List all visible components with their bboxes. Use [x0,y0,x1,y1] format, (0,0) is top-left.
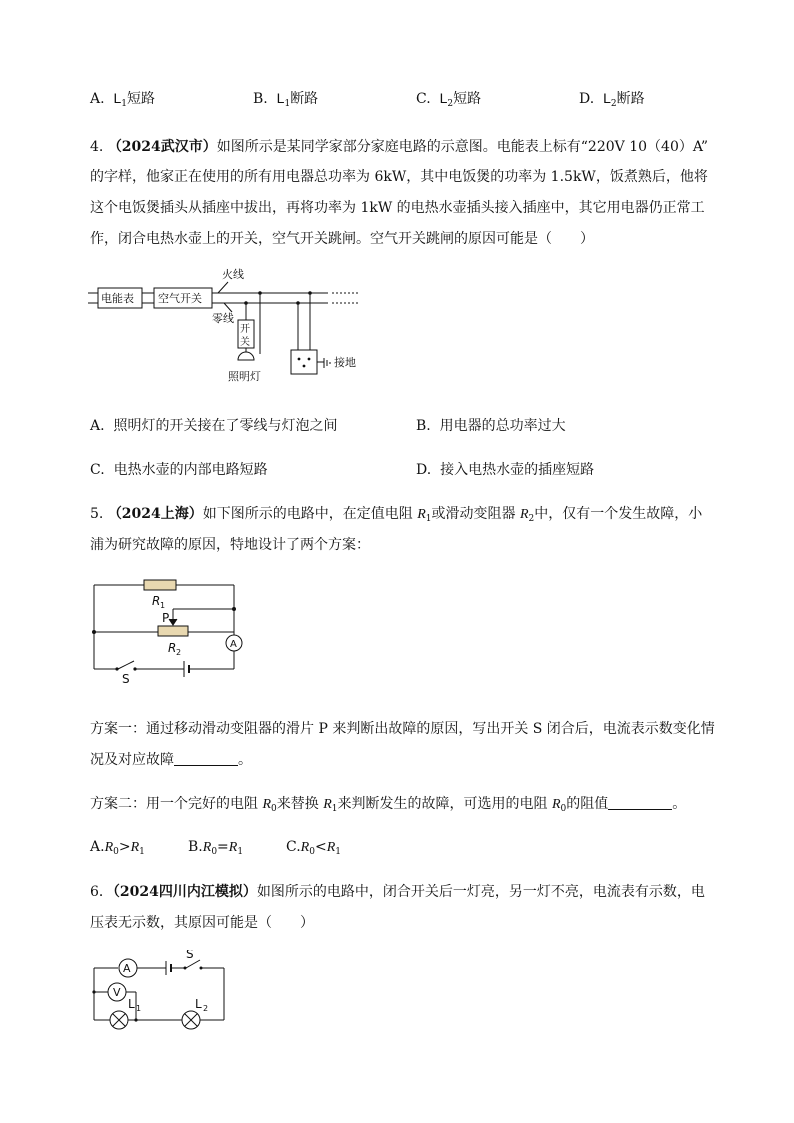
q4-circuit-diagram [88,262,388,387]
l1-label-sub: 1 [136,1004,142,1013]
live-wire-label: 火线 [222,268,244,281]
q5-plan-2: 方案二：用一个完好的电阻 $R_0$来替换 $R_1$来判断发生的故障，可选用的电阻 $R_0$的阻值 。 [90,796,687,814]
switch-s-label: S [186,950,194,961]
slider-p-label: P [162,611,170,625]
neutral-wire-label: 零线 [212,312,234,325]
r2-label: R [168,641,177,655]
q5-plan-1-line-2: 况及对应故障 。 [90,752,252,768]
q5-answer-blank-2[interactable] [608,795,672,810]
q4-line-3: 这个电饭煲插头从插座中拔出，再将功率为 1kW 的电热水壶插头接入插座中，其它用电器仍正常工 [90,200,705,216]
meter-label: 电能表 [101,292,134,305]
socket-hole-icon [303,365,306,368]
q5-option-b: $B.R_0=R_1$ [188,839,244,857]
ground-label: 接地 [334,356,356,369]
q3-option-d: D. $L_2$断路 [579,90,645,109]
q4-source: （2024武汉市） [107,139,217,155]
q6-circuit-diagram [88,950,238,1035]
q3-option-c: C. $L_2$短路 [416,90,482,109]
r1-label: R [152,594,161,608]
ammeter-label: A [230,639,237,650]
q5-option-c: $C.R_0<R_1$ [286,839,341,857]
l2-label-sub: 2 [203,1004,209,1013]
r1-label-sub: 1 [160,601,166,610]
lamp-icon [238,352,254,360]
voltmeter-label: V [113,986,121,999]
q5-source: （2024上海） [107,506,203,522]
q4-option-a: A. 照明灯的开关接在了零线与灯泡之间 [90,418,338,434]
socket-box [291,350,317,374]
switch-label-bottom: 关 [240,337,250,348]
q5-answer-blank-1[interactable] [174,751,238,766]
q5-option-a: $A.R_0>R_1$ [90,839,145,857]
q4-line-2: 的字样，他家正在使用的所有用电器总功率为 6kW，其中电饭煲的功率为 1.5kW，饭煮熟后，他将 [90,169,708,185]
lamp-label: 照明灯 [228,370,261,383]
q5-line-2: 浦为研究故障的原因，特地设计了两个方案： [90,537,370,553]
q5-circuit-diagram [88,575,248,685]
q4-line-1: 4. （2024武汉市）如图所示是某同学家部分家庭电路的示意图。电能表上标有“220V 10（40）A” [90,139,709,155]
q4-option-c: C. 电热水壶的内部电路短路 [90,462,268,478]
q6-source: （2024四川内江模拟） [112,884,257,900]
q4-option-b: B. 用电器的总功率过大 [416,418,566,434]
r2-label-sub: 2 [176,648,182,657]
switch-s-label: S [122,672,130,685]
breaker-label: 空气开关 [158,292,202,305]
socket-hole-icon [298,358,301,361]
q3-option-a: A. $L_1$短路 [90,90,155,109]
socket-hole-icon [308,358,311,361]
q3-option-b: B. $L_1$断路 [253,90,319,109]
q6-line-1: 6．（2024四川内江模拟）如图所示的电路中，闭合开关后一灯亮，另一灯不亮，电流表有示数，电 [90,884,705,900]
switch-s-icon [186,960,200,968]
q6-line-2: 压表无示数，其原因可能是（ ） [90,915,314,931]
l2-label: L [195,997,202,1011]
r1-resistor [144,580,176,590]
q5-plan-1-line-1: 方案一：通过移动滑动变阻器的滑片 P 来判断出故障的原因，写出开关 S 闭合后，电流表示数变化情 [90,721,715,737]
q4-option-d: D. 接入电热水壶的插座短路 [416,462,595,478]
l1-label: L [128,997,135,1011]
q4-line-4: 作，闭合电热水壶上的开关，空气开关跳闸。空气开关跳闸的原因可能是（ ） [90,231,594,247]
q5-line-1: 5. （2024上海）如下图所示的电路中，在定值电阻 $R_1$或滑动变阻器 $R_2$中，仅有一个发生故障，小 [90,506,703,524]
switch-s-icon [118,661,134,669]
r2-rheostat [158,626,188,636]
switch-label-top: 开 [240,324,250,335]
ammeter-label: A [123,962,131,975]
